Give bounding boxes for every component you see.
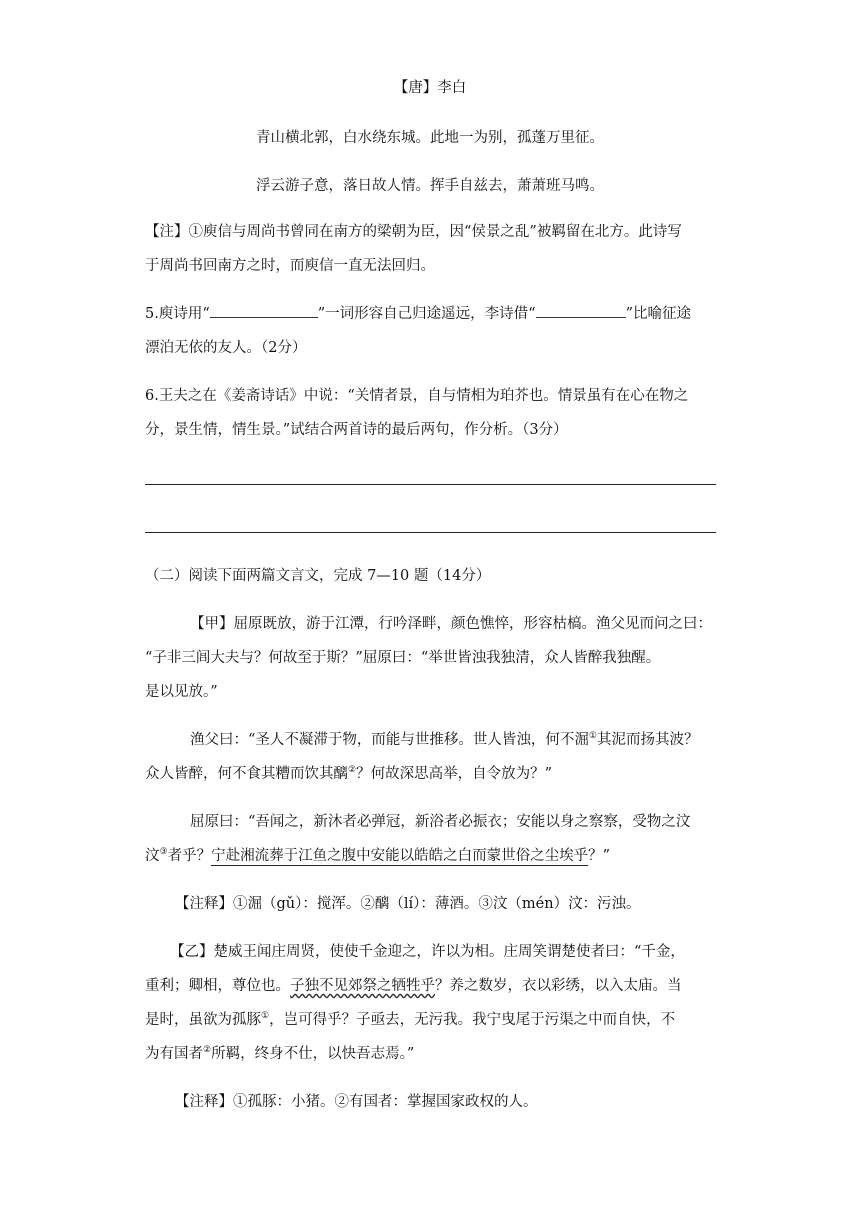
yi-annotation: 【注释】①孤豚：小猪。②有国者：掌握国家政权的人。 bbox=[175, 1094, 538, 1110]
question-5-text-c: ”比喻征途 bbox=[625, 306, 691, 322]
section-2-heading: （二）阅读下面两篇文言文，完成 7—10 题（14分） bbox=[145, 568, 491, 584]
jia-paragraph-2-line-1 bbox=[145, 730, 716, 750]
note-line-1: 【注】①庾信与周尚书曾同在南方的梁朝为臣，因“侯景之乱”被羁留在北方。此诗写 bbox=[145, 224, 682, 240]
jia-p3-text-b: 者乎？ bbox=[167, 848, 212, 864]
question-6-line-1: 6.王夫之在《姜斋诗话》中说：“关情者景，自与情相为珀芥也。情景虽有在心在物之 bbox=[145, 388, 689, 404]
yi-paragraph-line-3 bbox=[145, 1010, 716, 1030]
question-5-text-a: 5.庾诗用“ bbox=[145, 306, 210, 322]
poem-line-1: 青山横北郭，白水绕东城。此地一为别，孤蓬万里征。 bbox=[256, 130, 604, 146]
jia-p3-text-c: ？” bbox=[588, 848, 610, 864]
poem-author: 【唐】李白 bbox=[393, 80, 467, 96]
yi-text-b: ？养之数岁，衣以彩绣，以入太庙。当 bbox=[435, 978, 682, 994]
footnote-marker-1: ① bbox=[588, 731, 597, 742]
yi-text-c: 是时，虽欲为孤豚 bbox=[145, 1012, 261, 1028]
question-5-text-b: ”一词形容自己归途遥远，李诗借“ bbox=[317, 306, 536, 322]
jia-p3-text-a: 汶 bbox=[145, 848, 160, 864]
jia-paragraph-3-line-1: 屈原曰：“吾闻之，新沐者必弹冠，新浴者必振衣；安能以身之察察，受物之汶 bbox=[190, 814, 691, 830]
underlined-sentence-yi: 子独不见郊祭之牺牲乎 bbox=[290, 978, 435, 994]
note-line-2: 于周尚书回南方之时，而庾信一直无法回归。 bbox=[145, 258, 435, 274]
yi-paragraph-line-4 bbox=[145, 1044, 716, 1064]
yi-text-e: 为有国者 bbox=[145, 1046, 203, 1062]
footnote-marker-yi-1: ① bbox=[261, 1011, 270, 1022]
jia-p2-text-b: 其泥而扬其波？ bbox=[597, 732, 699, 748]
question-6-line-2: 分，景生情，情生景。”试结合两首诗的最后两句，作分析。（3分） bbox=[145, 422, 568, 438]
jia-annotation: 【注释】①淈（gǔ）：搅浑。②醨（lí）：薄酒。③汶（mén）汶：污浊。 bbox=[175, 896, 641, 912]
poem-line-2: 浮云游子意，落日故人情。挥手自兹去，萧萧班马鸣。 bbox=[256, 178, 604, 194]
yi-text-a: 重利；卿相，尊位也。 bbox=[145, 978, 290, 994]
footnote-marker-2: ② bbox=[348, 765, 357, 776]
jia-p2-text-d: ？何故深思高举，自令放为？” bbox=[356, 766, 552, 782]
question-5-line-1 bbox=[145, 304, 716, 324]
jia-p2-text-a: 渔父曰：“圣人不凝滞于物，而能与世推移。世人皆浊，何不淈 bbox=[190, 732, 589, 748]
answer-blank-1[interactable] bbox=[210, 317, 318, 318]
jia-paragraph-1-line-1: 【甲】屈原既放，游于江潭，行吟泽畔，颜色憔悴，形容枯槁。渔父见而问之曰： bbox=[190, 616, 712, 632]
jia-p2-text-c: 众人皆醉，何不食其糟而饮其醨 bbox=[145, 766, 348, 782]
underlined-sentence-jia: 宁赴湘流葬于江鱼之腹中安能以皓皓之白而蒙世俗之尘埃乎 bbox=[211, 848, 589, 864]
footnote-marker-yi-2: ② bbox=[203, 1045, 212, 1056]
answer-line-1[interactable] bbox=[145, 484, 716, 485]
jia-paragraph-1-line-2: “子非三闾大夫与？何故至于斯？”屈原曰：“举世皆浊我独清，众人皆醉我独醒。 bbox=[145, 650, 661, 666]
answer-blank-2[interactable] bbox=[536, 317, 626, 318]
yi-paragraph-line-2 bbox=[145, 976, 716, 996]
question-5-line-2: 漂泊无依的友人。（2分） bbox=[145, 340, 307, 356]
yi-text-d: ，岂可得乎？子亟去，无污我。我宁曳尾于污渠之中而自快，不 bbox=[269, 1012, 676, 1028]
jia-paragraph-3-line-2 bbox=[145, 846, 716, 866]
yi-text-f: 所羁，终身不仕，以快吾志焉。” bbox=[211, 1046, 415, 1062]
answer-line-2[interactable] bbox=[145, 532, 716, 533]
footnote-marker-3: ③ bbox=[159, 847, 168, 858]
jia-paragraph-2-line-2 bbox=[145, 764, 716, 784]
jia-paragraph-1-line-3: 是以见放。” bbox=[145, 684, 218, 700]
yi-paragraph-line-1: 【乙】楚威王闻庄周贤，使使千金迎之，许以为相。庄周笑谓楚使者曰：“千金， bbox=[170, 944, 685, 960]
